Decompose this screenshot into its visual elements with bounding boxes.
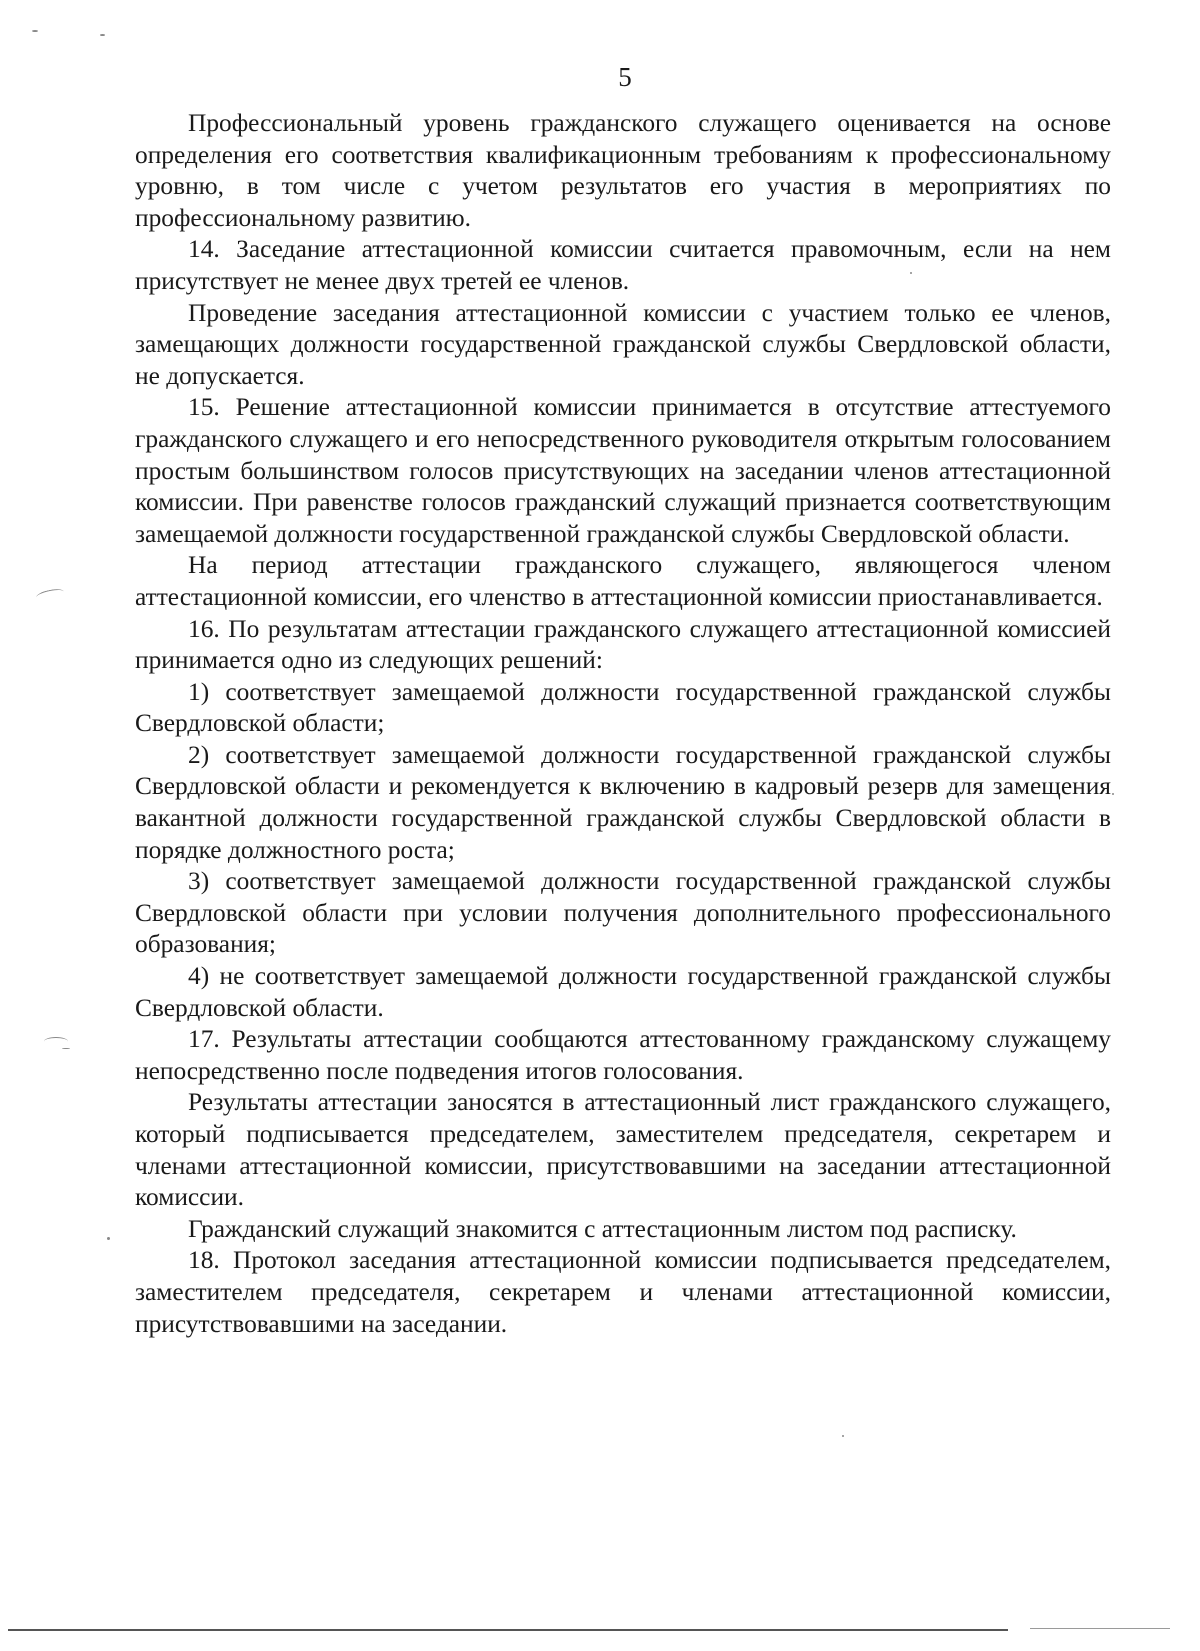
scan-speck [100, 34, 105, 36]
scan-speck [842, 1435, 844, 1437]
document-body [135, 108, 1111, 1340]
page-bottom-rule-fragment [1030, 1628, 1170, 1629]
paragraph-17-signature: Гражданский служащий знакомится с аттестационным листом под расписку. [188, 1214, 1017, 1243]
paragraph-14-quorum: 14. Заседание аттестационной комиссии считается правомочным, если на нем присутствует не менее двух третей ее членов. [135, 235, 1111, 295]
scan-speck [62, 1048, 70, 1049]
scan-speck [107, 1237, 110, 1240]
paragraph-15-decision: 15. Решение аттестационной комиссии принимается в отсутствие аттестуемого гражданского служащего и его непосредственного руководителя открытым голосованием простым большинством голосов присутствующих на заседании членов аттестационной комиссии. При равенстве голосов гражданский служащий признается соответствующим замещаемой должности государственной гражданской службы Свердловской области. [135, 393, 1111, 548]
paragraph-17-communication: 17. Результаты аттестации сообщаются аттестованному гражданскому служащему непосредственно после подведения итогов голосования. [135, 1025, 1111, 1085]
paragraph-professional-level: Профессиональный уровень гражданского служащего оценивается на основе определения его соответствия квалификационным требованиям к профессиональному уровню, в том числе с учетом результатов его участия в мероприятиях по профессиональному развитию. [135, 109, 1111, 232]
page-bottom-rule [8, 1629, 1008, 1631]
list-item-3: 3) соответствует замещаемой должности государственной гражданской службы Свердловской области при условии получения дополнительного профессионального образования; [135, 867, 1111, 959]
page-number: 5 [618, 62, 632, 92]
scan-speck [32, 30, 38, 32]
list-item-2: 2) соответствует замещаемой должности государственной гражданской службы Свердловской области и рекомендуется к включению в кадровый резерв для замещения вакантной должности государственной гражданской службы Свердловской области в порядке должностного роста; [135, 740, 1111, 864]
list-item-1: 1) соответствует замещаемой должности государственной гражданской службы Свердловской области; [135, 677, 1111, 738]
paragraph-16-results: 16. По результатам аттестации гражданского служащего аттестационной комиссией принимается одно из следующих решений: [135, 614, 1111, 675]
scan-speck [1112, 793, 1114, 795]
list-item-4: 4) не соответствует замещаемой должности государственной гражданской службы Свердловской области. [135, 962, 1111, 1022]
paragraph-18-protocol: 18. Протокол заседания аттестационной комиссии подписывается председателем, заместителем председателя, секретарем и членами аттестационной комиссии, присутствовавшими на заседании. [135, 1246, 1111, 1338]
scan-speck [910, 272, 912, 274]
paragraph-17-attestation-sheet: Результаты аттестации заносятся в аттестационный лист гражданского служащего, который подписывается председателем, заместителем председателя, секретарем и членами аттестационной комиссии, присутствовавшими на заседании аттестационной комиссии. [135, 1088, 1111, 1212]
scan-mark-left [44, 1037, 68, 1046]
paragraph-15-membership: На период аттестации гражданского служащего, являющегося членом аттестационной комиссии, его членство в аттестационной комиссии приостанавливается. [135, 551, 1111, 611]
scan-mark-left [35, 587, 64, 602]
paragraph-14-members-only: Проведение заседания аттестационной комиссии с участием только ее членов, замещающих должности государственной гражданской службы Свердловской области, не допускается. [135, 298, 1111, 390]
